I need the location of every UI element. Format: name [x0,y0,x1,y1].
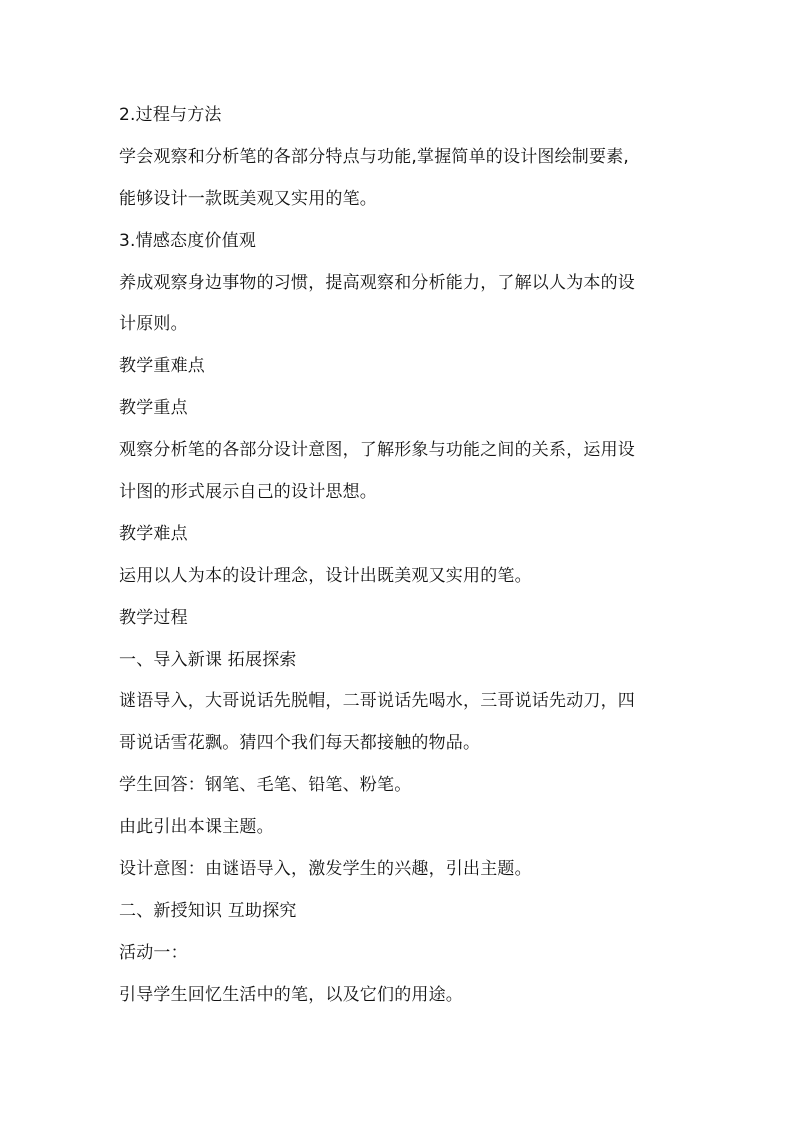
paragraph-line: 观察分析笔的各部分设计意图，了解形象与功能之间的关系，运用设 [119,440,635,461]
paragraph-line: 学会观察和分析笔的各部分特点与功能,掌握简单的设计图绘制要素, [119,146,630,167]
subheading-key-points: 教学重点 [119,398,188,419]
subheading-emotion-values: 3.情感态度价值观 [119,230,257,251]
subheading-introduction: 一、导入新课 拓展探索 [119,649,297,670]
paragraph-line: 计图的形式展示自己的设计思想。 [119,482,377,503]
paragraph-line: 能够设计一款既美观又实用的笔。 [119,188,377,209]
section-heading-teaching-process: 教学过程 [119,607,188,628]
subheading-activity-one: 活动一： [119,942,188,963]
paragraph-line: 计原则。 [119,314,188,335]
paragraph-line: 设计意图：由谜语导入，激发学生的兴趣，引出主题。 [119,859,532,880]
paragraph-line: 引导学生回忆生活中的笔，以及它们的用途。 [119,984,463,1005]
subheading-new-knowledge: 二、新授知识 互助探究 [119,900,297,921]
paragraph-line: 谜语导入，大哥说话先脱帽，二哥说话先喝水，三哥说话先动刀，四 [119,691,635,712]
paragraph-line: 运用以人为本的设计理念，设计出既美观又实用的笔。 [119,565,532,586]
paragraph-line: 养成观察身边事物的习惯，提高观察和分析能力，了解以人为本的设 [119,272,635,293]
document-body [119,103,679,1025]
paragraph-line: 哥说话雪花飘。猜四个我们每天都接触的物品。 [119,733,481,754]
paragraph-line: 由此引出本课主题。 [119,817,274,838]
subheading-difficult-points: 教学难点 [119,523,188,544]
subheading-process-methods: 2.过程与方法 [119,105,222,125]
section-heading-key-difficult-points: 教学重难点 [119,356,205,377]
paragraph-line: 学生回答：钢笔、毛笔、铅笔、粉笔。 [119,775,412,796]
